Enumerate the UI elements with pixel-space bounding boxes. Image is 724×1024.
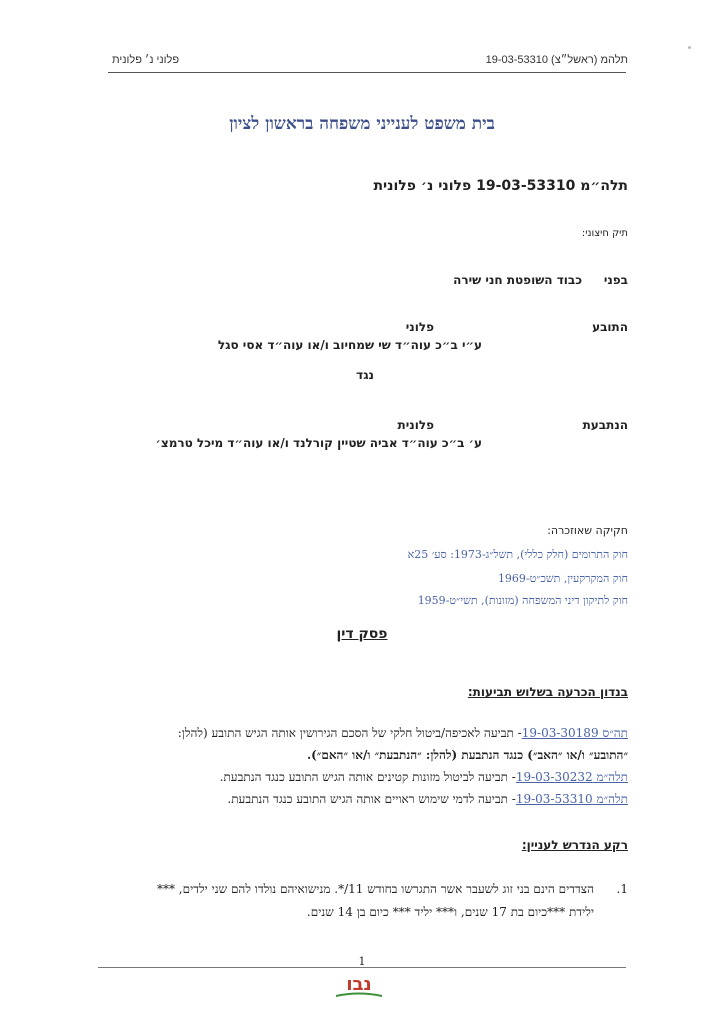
claim-text: - תביעה לביטול מזונות קטינים אותה הגיש התובע כנגד הנתבעת. [219, 770, 516, 784]
background-item-line: הצדדים הינם בני זוג לשעבר אשר התגרשו בחודש 11/*. מנישואיהם נולדו להם שני ילדים, *** [156, 882, 594, 896]
plaintiff-role: התובע [592, 320, 628, 334]
header-case-number: תלהמ (ראשל״צ) 19-03-53310 [485, 54, 628, 66]
nevo-logo-icon [330, 972, 388, 1000]
background-item-number: 1. [616, 882, 628, 896]
legislation-item[interactable]: חוק התרומים (חלק כללי), תשל״ג-1973: סע׳ 25א [407, 548, 628, 561]
verdict-title: פסק דין [336, 626, 388, 642]
section1-heading: בנדון הכרעה בשלוש תביעות: [467, 685, 628, 699]
claim-line-4 [227, 792, 628, 807]
external-file-label: תיק חיצוני: [581, 228, 628, 239]
header-divider [108, 72, 626, 73]
header-parties: פלוני נ׳ פלונית [112, 54, 180, 66]
claim-text: - תביעה לאכיפה/ביטול חלקי של הסכם הגירושין אותה הגיש התובע (להלן: [177, 726, 522, 740]
defendant-counsel: ע׳ ב״כ עוה״ד אביה שטיין קורלנד ו/או עוה״ד מיכל טרמצ׳ [155, 436, 482, 450]
case-link[interactable]: תה״ס 19-03-30189 [521, 726, 628, 740]
plaintiff-name: פלוני [405, 320, 434, 334]
page-speck [688, 46, 691, 49]
claim-text: - תביעה לדמי שימוש ראויים אותה הגיש התובע כנגד הנתבעת. [227, 792, 516, 806]
before-label: בפני [603, 273, 628, 287]
logo-text: נבו [346, 974, 372, 995]
defendant-name: פלונית [397, 418, 434, 432]
court-name: בית משפט לענייני משפחה בראשון לציון [229, 114, 495, 134]
legislation-heading: חקיקה שאוזכרה: [547, 524, 628, 537]
page-number: 1 [358, 955, 366, 968]
nevo-logo [330, 972, 388, 1000]
footer-divider [98, 967, 626, 968]
claim-line-1 [178, 726, 628, 741]
claim-line-2: ״התובע״ ו/או ״האב״) כנגד הנתבעת (להלן: ״הנתבעת״ ו/או ״האם״). [306, 748, 628, 762]
defendant-role: הנתבעת [582, 418, 628, 432]
case-link[interactable]: תלה״מ 19-03-53310 [515, 792, 628, 806]
section2-heading: רקע הנדרש לעניין: [521, 838, 628, 852]
case-title: תלה״מ 19-03-53310 פלוני נ׳ פלונית [373, 178, 628, 194]
background-item-line: ילידת ***כיום בת 17 שנים, ו*** יליד *** כיום בן 14 שנים. [306, 905, 594, 919]
claim-line-3 [220, 770, 628, 785]
legislation-item[interactable]: חוק המקרקעין, תשכ״ט-1969 [497, 572, 628, 585]
case-link[interactable]: תלה״מ 19-03-30232 [515, 770, 628, 784]
judge-name: כבוד השופטת חני שירה [453, 273, 582, 287]
plaintiff-counsel: ע״י ב״כ עוה״ד שי שמחיוב ו/או עוה״ד אסי סגל [217, 338, 482, 352]
versus-label: נגד [356, 368, 374, 382]
legislation-item[interactable]: חוק לתיקון דיני המשפחה (מזונות), תשי״ט-1959 [417, 594, 628, 607]
